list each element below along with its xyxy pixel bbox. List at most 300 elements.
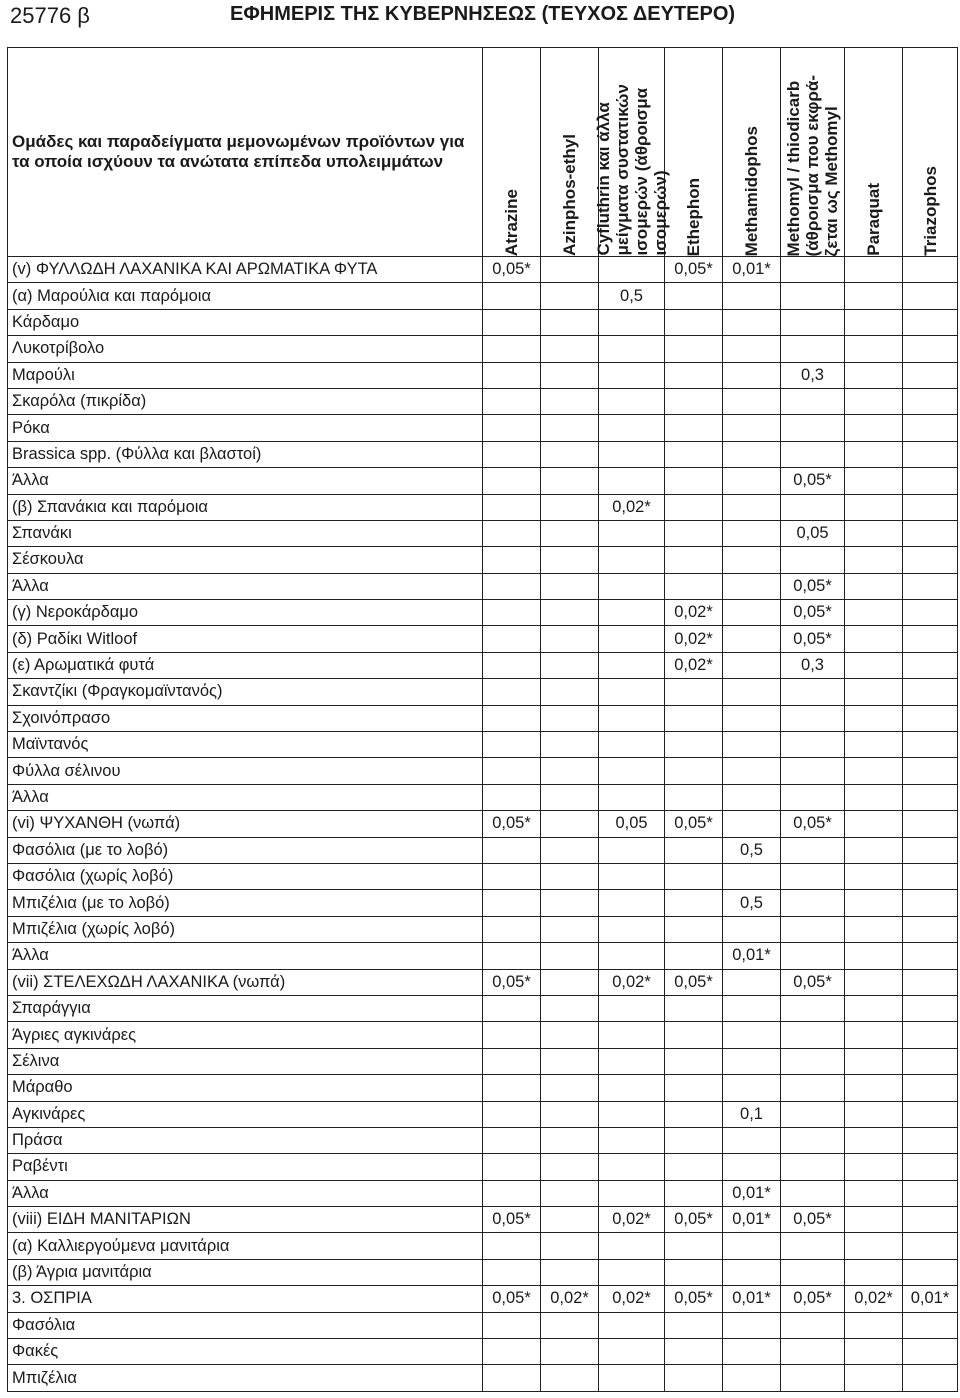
residue-value-cell [665,758,723,784]
page-number: 25776 β [10,3,90,28]
residue-value-cell [665,679,723,705]
residue-value-cell: 0,05* [483,1286,541,1312]
residue-value-cell [845,652,903,678]
residue-value-cell [845,705,903,731]
residue-value-cell [723,336,781,362]
residue-value-cell [599,257,665,283]
row-label: (δ) Ραδίκι Witloof [8,626,483,652]
residue-value-cell [665,1233,723,1259]
residue-value-cell [541,705,599,731]
residue-value-cell [781,679,845,705]
table-body [8,257,958,1392]
residue-value-cell [781,336,845,362]
residue-value-cell [541,283,599,309]
row-label: (β) Σπανάκια και παρόμοια [8,494,483,520]
row-label: Μπιζέλια [8,1365,483,1391]
residue-value-cell [723,1154,781,1180]
residue-value-cell [665,732,723,758]
residue-value-cell [781,705,845,731]
residue-value-cell [665,705,723,731]
row-label: Σπανάκι [8,520,483,546]
residue-value-cell [599,1075,665,1101]
residue-value-cell: 0,05* [665,257,723,283]
residue-value-cell [903,573,958,599]
residue-value-cell [483,1127,541,1153]
residue-value-cell [903,995,958,1021]
residue-value-cell [599,943,665,969]
residue-value-cell [483,626,541,652]
residue-value-cell [599,758,665,784]
residue-value-cell [483,1022,541,1048]
residue-value-cell [903,1259,958,1285]
residue-value-cell [781,1154,845,1180]
table-row [8,415,958,441]
residue-value-cell [903,1312,958,1338]
residue-value-cell [483,362,541,388]
column-header-line: ισομερών (άθροισμα [631,88,651,256]
table-row [8,758,958,784]
residue-value-cell [845,1154,903,1180]
residue-value-cell [599,1365,665,1391]
residue-value-cell [723,547,781,573]
residue-value-cell [845,362,903,388]
residue-value-cell [599,1127,665,1153]
residue-value-cell [541,811,599,837]
residue-value-cell [541,863,599,889]
residue-value-cell: 0,05* [665,1286,723,1312]
table-row [8,943,958,969]
residue-value-cell [541,362,599,388]
residue-value-cell [723,863,781,889]
residue-value-cell [599,784,665,810]
table-row [8,784,958,810]
residue-value-cell [541,257,599,283]
residue-value-cell [541,1233,599,1259]
residue-value-cell [541,758,599,784]
residue-value-cell [665,784,723,810]
residue-value-cell [903,283,958,309]
column-header-label [684,172,703,256]
residue-value-cell [483,995,541,1021]
residue-value-cell [903,600,958,626]
table-row [8,705,958,731]
residue-value-cell [483,837,541,863]
row-label: Brassica spp. (Φύλλα και βλαστοί) [8,441,483,467]
table-row [8,890,958,916]
residue-value-cell [541,837,599,863]
residue-value-cell: 0,02* [599,1207,665,1233]
residue-value-cell [723,362,781,388]
gazette-title: ΕΦΗΜΕΡΙΣ ΤΗΣ ΚΥΒΕΡΝΗΣΕΩΣ (ΤΕΥΧΟΣ ΔΕΥΤΕΡΟ) [230,3,736,25]
residue-value-cell [599,679,665,705]
row-label: Μπιζέλια (με το λοβό) [8,890,483,916]
residue-value-cell [483,283,541,309]
row-label: Σπαράγγια [8,995,483,1021]
residue-value-cell [845,758,903,784]
residue-value-cell [599,441,665,467]
residue-value-cell [599,652,665,678]
residue-value-cell: 0,02* [665,626,723,652]
residue-value-cell [845,1312,903,1338]
residue-value-cell [599,468,665,494]
residue-value-cell [845,415,903,441]
residue-value-cell [781,916,845,942]
row-label: Άλλα [8,784,483,810]
residue-value-cell [599,336,665,362]
column-header-label [560,128,579,256]
residue-value-cell [723,1022,781,1048]
table-row [8,863,958,889]
row-label: Μαϊντανός [8,732,483,758]
column-header-line: Azinphos-ethyl [560,134,579,256]
residue-value-cell [483,1312,541,1338]
residue-value-cell [723,1312,781,1338]
column-header-wrap [541,50,598,256]
residue-value-cell [541,1022,599,1048]
residue-value-cell [903,837,958,863]
residue-value-cell [903,811,958,837]
residue-value-cell [781,863,845,889]
residue-value-cell [781,1233,845,1259]
residue-value-cell: 0,01* [723,943,781,969]
residue-value-cell: 0,02* [845,1286,903,1312]
residue-value-cell [781,1365,845,1391]
table-row [8,1101,958,1127]
row-label: Άγριες αγκινάρες [8,1022,483,1048]
residue-value-cell [903,468,958,494]
residue-value-cell [781,441,845,467]
residue-value-cell [483,309,541,335]
residue-value-cell [845,890,903,916]
residue-value-cell [665,1022,723,1048]
residue-value-cell [903,626,958,652]
residue-value-cell [541,943,599,969]
residue-value-cell [723,441,781,467]
residue-value-cell [665,1075,723,1101]
row-label: Σέσκουλα [8,547,483,573]
column-header-label [864,177,883,256]
residue-value-cell [483,1365,541,1391]
residue-value-cell: 0,3 [781,652,845,678]
row-label: Μαρούλι [8,362,483,388]
group-column-header: Ομάδες και παραδείγματα μεμονωμένων προϊόντων για τα οποία ισχύουν τα ανώτατα επίπεδα υπολειμμάτων [8,48,483,257]
residue-value-cell [665,283,723,309]
residue-value-cell [781,890,845,916]
page-header [0,0,960,34]
residue-value-cell [845,600,903,626]
residue-value-cell [845,1127,903,1153]
row-label: Πράσα [8,1127,483,1153]
residue-value-cell [541,1101,599,1127]
residue-value-cell [541,916,599,942]
residue-value-cell [665,415,723,441]
residue-value-cell [665,494,723,520]
table-row [8,811,958,837]
table-row [8,1365,958,1391]
column-header-line: (άθροισμα που εκφρά- [803,74,822,256]
residue-value-cell [903,732,958,758]
residue-value-cell [903,1180,958,1206]
residue-value-cell: 0,05* [483,1207,541,1233]
residue-value-cell [599,362,665,388]
residue-value-cell [483,1101,541,1127]
residue-value-cell [541,679,599,705]
residue-value-cell [845,1365,903,1391]
residue-value-cell [903,943,958,969]
residue-value-cell: 0,05* [483,811,541,837]
column-header-line: ισομερών) [650,170,670,256]
residue-value-cell [483,1075,541,1101]
residue-value-cell [903,758,958,784]
residue-value-cell: 0,5 [723,890,781,916]
residue-value-cell [845,1259,903,1285]
residue-value-cell [903,705,958,731]
residue-value-cell [665,890,723,916]
residue-value-cell [845,388,903,414]
table-row [8,1339,958,1365]
residue-value-cell [723,415,781,441]
residue-value-cell [599,520,665,546]
residue-value-cell [541,1339,599,1365]
residue-value-cell [845,309,903,335]
residue-value-cell [483,758,541,784]
residue-value-cell [483,600,541,626]
residue-value-cell [845,573,903,599]
residue-value-cell [723,916,781,942]
residue-value-cell [599,415,665,441]
residue-value-cell [483,705,541,731]
row-label: 3. ΟΣΠΡΙΑ [8,1286,483,1312]
residue-value-cell: 0,02* [599,969,665,995]
residue-value-cell [599,388,665,414]
row-label: Σχοινόπρασο [8,705,483,731]
column-header-6 [845,48,903,257]
residue-value-cell [781,1101,845,1127]
residue-value-cell [483,732,541,758]
residue-value-cell: 0,05* [665,1207,723,1233]
residue-value-cell [903,1154,958,1180]
row-label: (viii) ΕΙΔΗ ΜΑΝΙΤΑΡΙΩΝ [8,1207,483,1233]
residue-value-cell [665,309,723,335]
residue-value-cell: 0,05 [599,811,665,837]
column-header-wrap [845,50,902,256]
residue-value-cell [483,520,541,546]
column-header-line: Paraquat [864,183,883,256]
column-header-label [784,69,841,256]
residue-limits-table [7,47,958,1392]
residue-value-cell: 0,01* [723,1207,781,1233]
residue-value-cell: 0,05* [781,969,845,995]
residue-value-cell [903,652,958,678]
table-row [8,336,958,362]
residue-value-cell [665,573,723,599]
residue-value-cell: 0,02* [665,652,723,678]
table-row [8,520,958,546]
residue-value-cell [723,1339,781,1365]
residue-value-cell [845,969,903,995]
residue-value-cell [723,1259,781,1285]
residue-value-cell [599,732,665,758]
residue-value-cell [781,388,845,414]
residue-value-cell [483,1154,541,1180]
residue-value-cell [541,415,599,441]
table-row [8,388,958,414]
residue-value-cell [781,494,845,520]
residue-value-cell [845,468,903,494]
table-row [8,1022,958,1048]
residue-value-cell [541,336,599,362]
row-label: Φασόλια (χωρίς λοβό) [8,863,483,889]
row-label: Άλλα [8,468,483,494]
residue-value-cell [599,995,665,1021]
table-row [8,1048,958,1074]
column-header-wrap [483,50,540,256]
residue-value-cell [541,1048,599,1074]
table-row [8,732,958,758]
residue-value-cell [781,1339,845,1365]
residue-value-cell [483,388,541,414]
column-header-line: Ethephon [684,177,703,256]
residue-value-cell: 0,05* [781,811,845,837]
row-label: Λυκοτρίβολο [8,336,483,362]
residue-value-cell [665,468,723,494]
residue-value-cell [903,336,958,362]
residue-value-cell: 0,5 [723,837,781,863]
column-header-wrap [781,50,844,256]
residue-value-cell [903,1339,958,1365]
column-header-line: Triazophos [920,166,940,256]
column-header-label [594,78,670,256]
column-header-wrap [903,50,957,256]
residue-value-cell [845,547,903,573]
table-row [8,652,958,678]
residue-value-cell [723,1365,781,1391]
residue-value-cell [599,547,665,573]
residue-value-cell [781,1180,845,1206]
residue-value-cell [845,995,903,1021]
residue-value-cell [723,494,781,520]
residue-value-cell [599,863,665,889]
table-row [8,573,958,599]
column-header-wrap [723,50,780,256]
residue-value-cell [845,1339,903,1365]
table-row [8,837,958,863]
residue-value-cell [665,1180,723,1206]
residue-value-cell: 0,02* [541,1286,599,1312]
residue-value-cell [665,1048,723,1074]
column-header-5 [781,48,845,257]
residue-value-cell [903,863,958,889]
residue-value-cell [903,257,958,283]
residue-value-cell [723,1048,781,1074]
column-header-line: Methamidophos [742,125,761,256]
residue-value-cell: 0,05* [665,811,723,837]
residue-value-cell [541,626,599,652]
table-row [8,1286,958,1312]
residue-value-cell [599,600,665,626]
table-row [8,1127,958,1153]
residue-value-cell [541,652,599,678]
residue-value-cell [781,1259,845,1285]
residue-value-cell [541,388,599,414]
table-row [8,1233,958,1259]
residue-value-cell [845,283,903,309]
residue-value-cell [483,890,541,916]
row-label: Μάραθο [8,1075,483,1101]
row-label: (ε) Αρωματικά φυτά [8,652,483,678]
residue-value-cell [723,309,781,335]
column-header-label [921,160,940,256]
residue-value-cell [599,916,665,942]
table-row [8,600,958,626]
row-label: Άλλα [8,1180,483,1206]
residue-value-cell [483,863,541,889]
residue-value-cell [665,336,723,362]
column-header-1 [541,48,599,257]
residue-value-cell: 0,5 [599,283,665,309]
residue-value-cell [845,1048,903,1074]
table-row [8,995,958,1021]
residue-value-cell: 0,05* [781,600,845,626]
residue-value-cell: 0,05* [483,257,541,283]
residue-value-cell [599,573,665,599]
row-label: Σκαρόλα (πικρίδα) [8,388,483,414]
residue-value-cell: 0,02* [665,600,723,626]
residue-value-cell [541,520,599,546]
residue-value-cell [903,1075,958,1101]
residue-value-cell: 0,1 [723,1101,781,1127]
residue-value-cell [845,784,903,810]
residue-value-cell [723,679,781,705]
residue-value-cell [665,1259,723,1285]
residue-value-cell [483,679,541,705]
residue-value-cell [723,732,781,758]
residue-value-cell [781,758,845,784]
table-row [8,1312,958,1338]
residue-value-cell [781,547,845,573]
residue-value-cell [665,837,723,863]
table-row [8,916,958,942]
table-header-row [8,48,958,257]
residue-value-cell [483,1233,541,1259]
row-label: (vi) ΨΥΧΑΝΘΗ (νωπά) [8,811,483,837]
residue-value-cell [483,916,541,942]
residue-value-cell [483,573,541,599]
residue-value-cell [665,943,723,969]
residue-value-cell: 0,02* [599,494,665,520]
column-header-line: Atrazine [502,188,521,256]
residue-value-cell [845,626,903,652]
row-label: Φασόλια [8,1312,483,1338]
column-header-wrap [665,50,722,256]
residue-value-cell [723,705,781,731]
row-label: (α) Καλλιεργούμενα μανιτάρια [8,1233,483,1259]
column-header-2 [593,48,670,257]
row-label: Σκαντζίκι (Φραγκομαϊντανός) [8,679,483,705]
residue-value-cell: 0,05* [781,1207,845,1233]
column-header-4 [723,48,781,257]
residue-value-cell [541,732,599,758]
residue-value-cell [483,547,541,573]
residue-value-cell: 0,05* [781,626,845,652]
residue-value-cell [483,441,541,467]
residue-value-cell [781,1312,845,1338]
row-label: Κάρδαμο [8,309,483,335]
column-header-3 [665,48,723,257]
residue-value-cell [723,388,781,414]
residue-value-cell [541,1154,599,1180]
residue-value-cell [483,784,541,810]
